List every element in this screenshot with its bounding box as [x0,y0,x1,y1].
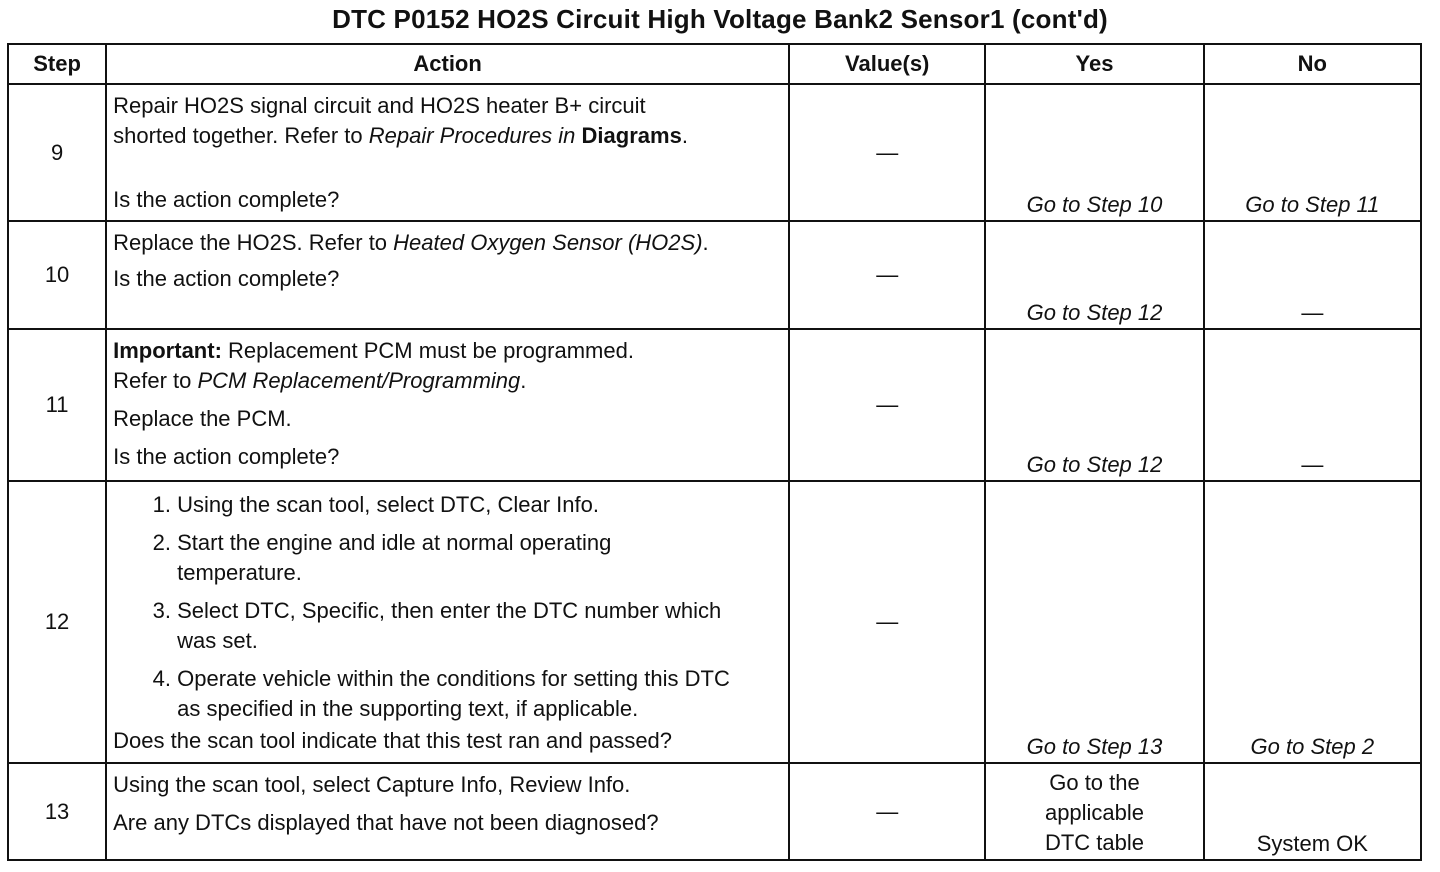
yes-link[interactable]: Go to Step 12 [985,221,1203,329]
header-action: Action [106,44,789,84]
yes-link[interactable]: Go to Step 12 [985,329,1203,481]
step-number: 10 [8,221,106,329]
table-row [8,84,1421,221]
yes-line: DTC table [1044,830,1145,855]
value-cell: — [789,84,985,221]
reference-text: Refer to PCM Replacement/Programming. [113,368,527,393]
action-text: Using the scan tool, select Capture Info, Review Info. [113,772,631,797]
procedure-list [113,490,758,724]
header-no: No [1204,44,1421,84]
yes-line: applicable [1044,800,1145,825]
question-text: Is the action complete? [113,187,340,212]
step-number: 12 [8,481,106,763]
page-title: DTC P0152 HO2S Circuit High Voltage Bank2 Sensor1 (cont'd) [332,4,1108,34]
important-note: Important: Replacement PCM must be programmed. [113,338,634,363]
action-text: Repair HO2S signal circuit and HO2S heater B+ circuit [113,93,646,118]
action-text: Replace the HO2S. Refer to Heated Oxygen Sensor (HO2S). [113,230,709,255]
step-number: 13 [8,763,106,860]
question-text: Does the scan tool indicate that this test ran and passed? [113,728,673,753]
value-cell: — [789,329,985,481]
step-number: 9 [8,84,106,221]
no-link[interactable]: Go to Step 11 [1204,84,1421,221]
header-values: Value(s) [789,44,985,84]
no-dash: — [1204,329,1421,481]
table-header-row [8,44,1421,84]
list-item: 4. Operate vehicle within the conditions for setting this DTC as specified in the supporting text, if applicable. [177,664,758,724]
value-cell: — [789,481,985,763]
list-item: 1. Using the scan tool, select DTC, Clear Info. [177,490,758,520]
diagnostic-table [7,43,1422,861]
list-item: 2. Start the engine and idle at normal operating temperature. [177,528,758,588]
action-cell [106,481,789,763]
no-result: System OK [1204,763,1421,860]
question-text: Is the action complete? [113,266,340,291]
action-cell [106,84,789,221]
yes-link[interactable]: Go to Step 13 [985,481,1203,763]
no-link[interactable]: Go to Step 2 [1204,481,1421,763]
table-row [8,481,1421,763]
action-text: Replace the PCM. [113,406,292,431]
action-cell [106,221,789,329]
step-number: 11 [8,329,106,481]
no-dash: — [1204,221,1421,329]
yes-link[interactable]: Go to Step 10 [985,84,1203,221]
action-cell [106,329,789,481]
question-text: Is the action complete? [113,444,340,469]
table-row [8,329,1421,481]
yes-link[interactable] [985,763,1203,860]
header-yes: Yes [985,44,1203,84]
value-cell: — [789,221,985,329]
question-text: Are any DTCs displayed that have not been diagnosed? [113,810,659,835]
yes-line: Go to the [1049,770,1140,795]
table-row [8,221,1421,329]
value-cell: — [789,763,985,860]
action-cell [106,763,789,860]
header-step: Step [8,44,106,84]
table-row [8,763,1421,860]
list-item: 3. Select DTC, Specific, then enter the DTC number which was set. [177,596,758,656]
action-text: shorted together. Refer to Repair Procedures in Diagrams. [113,123,688,148]
